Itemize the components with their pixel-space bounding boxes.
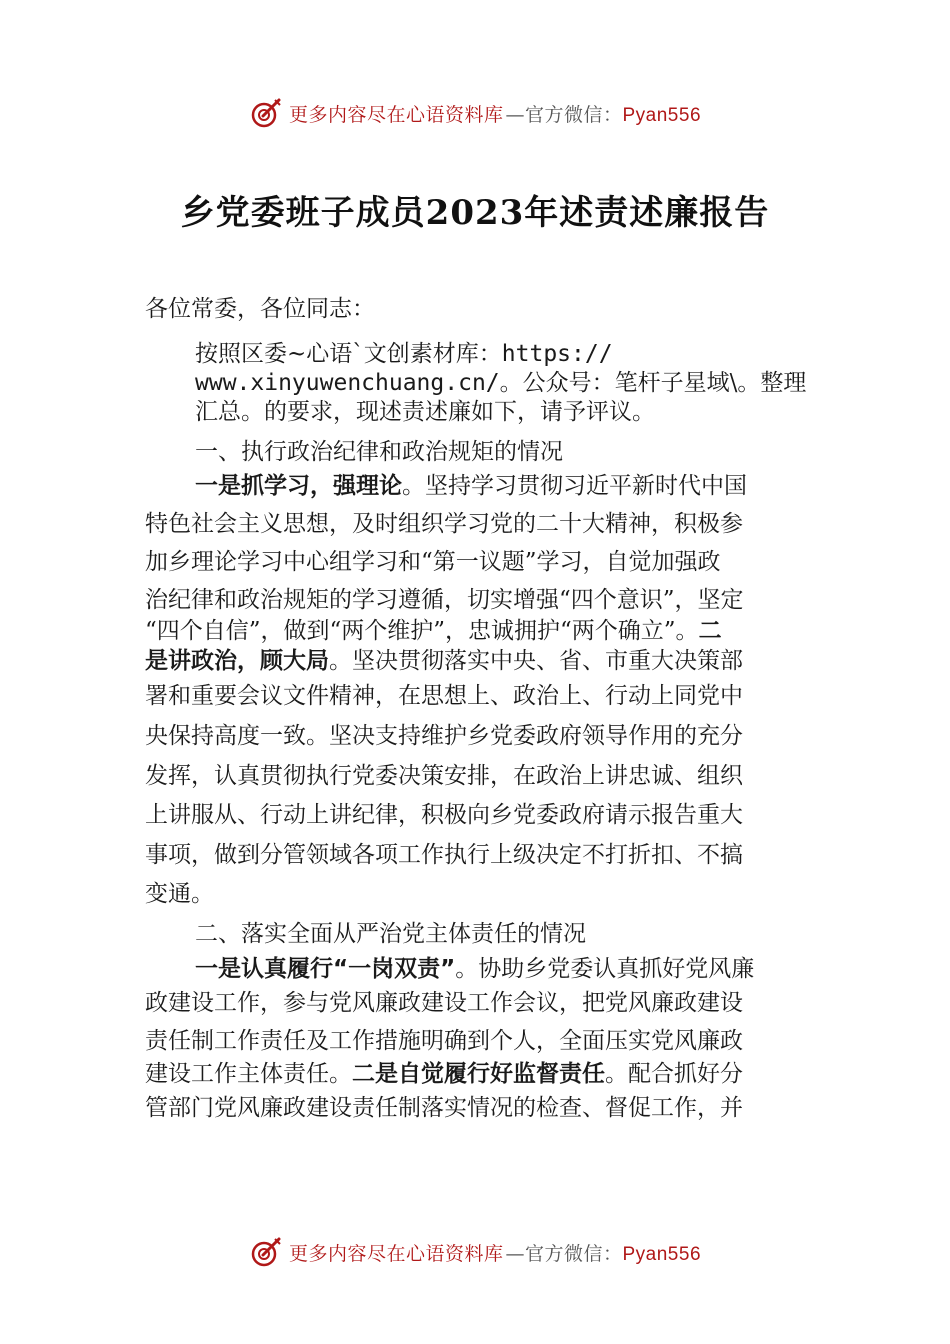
document-title: 乡党委班子成员2023年述责述廉报告 [180, 193, 770, 233]
greeting: 各位常委，各位同志： [145, 296, 375, 322]
section1-line: 治纪律和政治规矩的学习遵循，切实增强“四个意识”，坚定 [145, 587, 744, 613]
watermark-banner-bottom [0, 1232, 950, 1272]
section1-line: 署和重要会议文件精神，在思想上、政治上、行动上同党中 [145, 683, 743, 709]
section1-line: 上讲服从、行动上讲纪律，积极向乡党委政府请示报告重大 [145, 802, 743, 828]
pen-logo-icon [249, 96, 283, 130]
section1-line: 是讲政治，顾大局。坚决贯彻落实中央、省、市重大决策部 [145, 648, 743, 674]
intro-line-3: 汇总。的要求，现述责述廉如下，请予评议。 [195, 399, 655, 425]
section2-line: 一是认真履行“一岗双责”。协助乡党委认真抓好党风廉 [195, 956, 755, 982]
section1-line: 加乡理论学习中心组学习和“第一议题”学习，自觉加强政 [145, 549, 721, 575]
section1-heading: 一、执行政治纪律和政治规矩的情况 [195, 439, 563, 465]
intro-line-2: www.xinyuwenchuang.cn/。公众号：笔杆子星域\。整理 [195, 370, 807, 396]
watermark-banner-top [0, 93, 950, 133]
section1-line: 央保持高度一致。坚决支持维护乡党委政府领导作用的充分 [145, 723, 743, 749]
section1-line: 发挥，认真贯彻执行党委决策安排，在政治上讲忠诚、组织 [145, 763, 743, 789]
watermark-text: 更多内容尽在心语资料库 —官方微信：Pyan556 [288, 103, 702, 126]
section1-line: “四个自信”，做到“两个维护”，忠诚拥护“两个确立”。二 [145, 618, 722, 644]
watermark-text: 更多内容尽在心语资料库 —官方微信：Pyan556 [288, 1242, 702, 1265]
section1-line: 变通。 [145, 881, 214, 907]
section2-line: 管部门党风廉政建设责任制落实情况的检查、督促工作，并 [145, 1095, 743, 1121]
section2-heading: 二、落实全面从严治党主体责任的情况 [195, 921, 586, 947]
section1-line: 事项，做到分管领域各项工作执行上级决定不打折扣、不搞 [145, 842, 743, 868]
section2-line: 责任制工作责任及工作措施明确到个人，全面压实党风廉政 [145, 1028, 743, 1054]
section1-line: 特色社会主义思想，及时组织学习党的二十大精神，积极参 [145, 511, 743, 537]
intro-line-1: 按照区委~心语`文创素材库：https:// [195, 341, 613, 367]
pen-logo-icon [249, 1235, 283, 1269]
section1-line: 一是抓学习，强理论。坚持学习贯彻习近平新时代中国 [195, 473, 747, 499]
section2-line: 建设工作主体责任。二是自觉履行好监督责任。配合抓好分 [145, 1061, 743, 1087]
section2-line: 政建设工作，参与党风廉政建设工作会议，把党风廉政建设 [145, 990, 743, 1016]
